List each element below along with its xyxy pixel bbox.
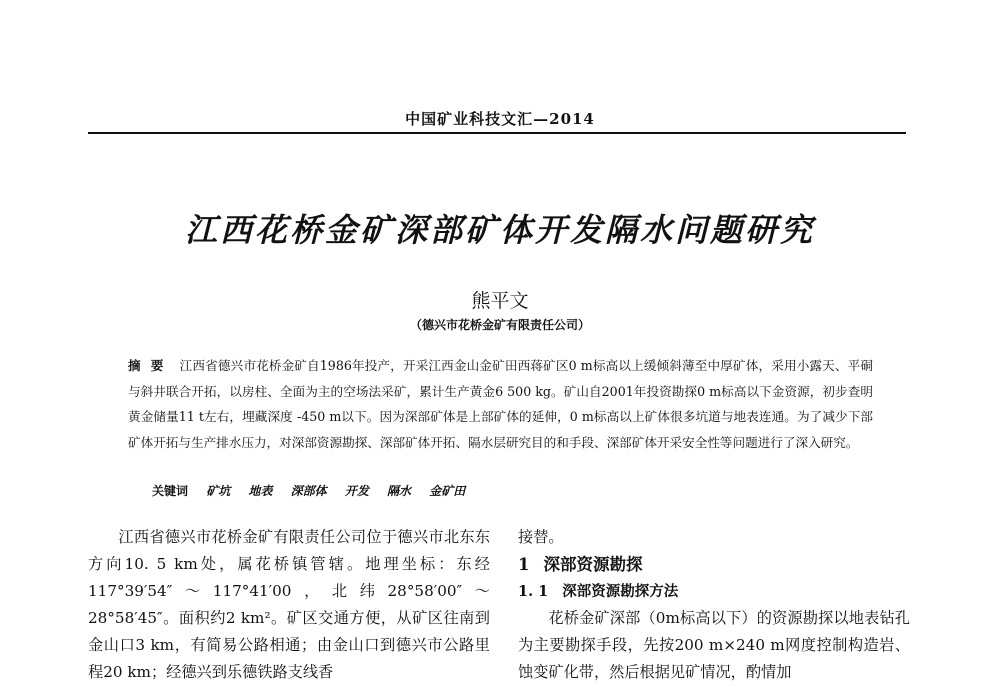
author-affiliation: （德兴市花桥金矿有限责任公司）: [409, 318, 590, 332]
subsection-title: 深部资源勘探方法: [562, 583, 679, 600]
author-name: 熊平文: [471, 290, 529, 312]
keyword: 地表: [248, 484, 273, 498]
keyword: 矿坑: [206, 484, 231, 498]
section-number: 1: [518, 555, 530, 574]
article-title: 江西花桥金矿深部矿体开发隔水问题研究: [184, 211, 815, 249]
intro-paragraph: 江西省德兴市花桥金矿有限责任公司位于德兴市北东东方向10. 5 km处，属花桥镇管辖。地理坐标：东经117°39′54″～117°41′00，北纬28°58′00″～28°58′45″。面积约2 km²。矿区交通方便，从矿区往南到金山口3 km，有简易公路相通；由金山口到德兴市公路里程20 km；经德兴到乐德铁路支线香: [88, 528, 490, 681]
section-heading-1: [518, 551, 910, 578]
abstract-text: 江西省德兴市花桥金矿自1986年投产，开采江西金山金矿田西蒋矿区0 m标高以上缓倾斜薄至中厚矿体，采用小露天、平硐与斜井联合开拓，以房柱、全面为主的空场法采矿，累计生产黄金6 500 kg。矿山自2001年投资勘探0 m标高以下金资源，初步查明黄金储量11 t左右，埋藏深度 -450 m以下。因为深部矿体是上部矿体的延伸，0 m标高以上矿体很多坑道与地表连通。为了减少下部矿体开拓与生产排水压力，对深部资源勘探、深部矿体开拓、隔水层研究目的和手段、深部矿体开采安全性等问题进行了深入研究。: [128, 358, 873, 450]
abstract: [128, 353, 873, 455]
body-left-column: [88, 524, 490, 686]
keyword: 开发: [344, 484, 369, 498]
keyword: 深部体: [290, 484, 327, 498]
header-rule: [88, 132, 906, 134]
section-title: 深部资源勘探: [543, 555, 643, 574]
keyword: 金矿田: [429, 484, 466, 498]
subsection-paragraph: 花桥金矿深部（0m标高以下）的资源勘探以地表钻孔为主要勘探手段，先按200 m×240 m网度控制构造岩、蚀变矿化带，然后根据见矿情况，酌情加: [518, 609, 910, 681]
keywords: [152, 482, 872, 499]
subsection-number: 1. 1: [518, 583, 549, 600]
keyword: 隔水: [387, 484, 412, 498]
abstract-label: 摘要: [128, 358, 174, 373]
body-right-column: [518, 524, 910, 686]
running-head: 中国矿业科技文汇—2014: [405, 110, 595, 128]
keywords-label: 关键词: [152, 484, 189, 498]
subsection-heading-1-1: [518, 578, 910, 605]
paragraph-continuation: 接替。: [518, 528, 564, 546]
